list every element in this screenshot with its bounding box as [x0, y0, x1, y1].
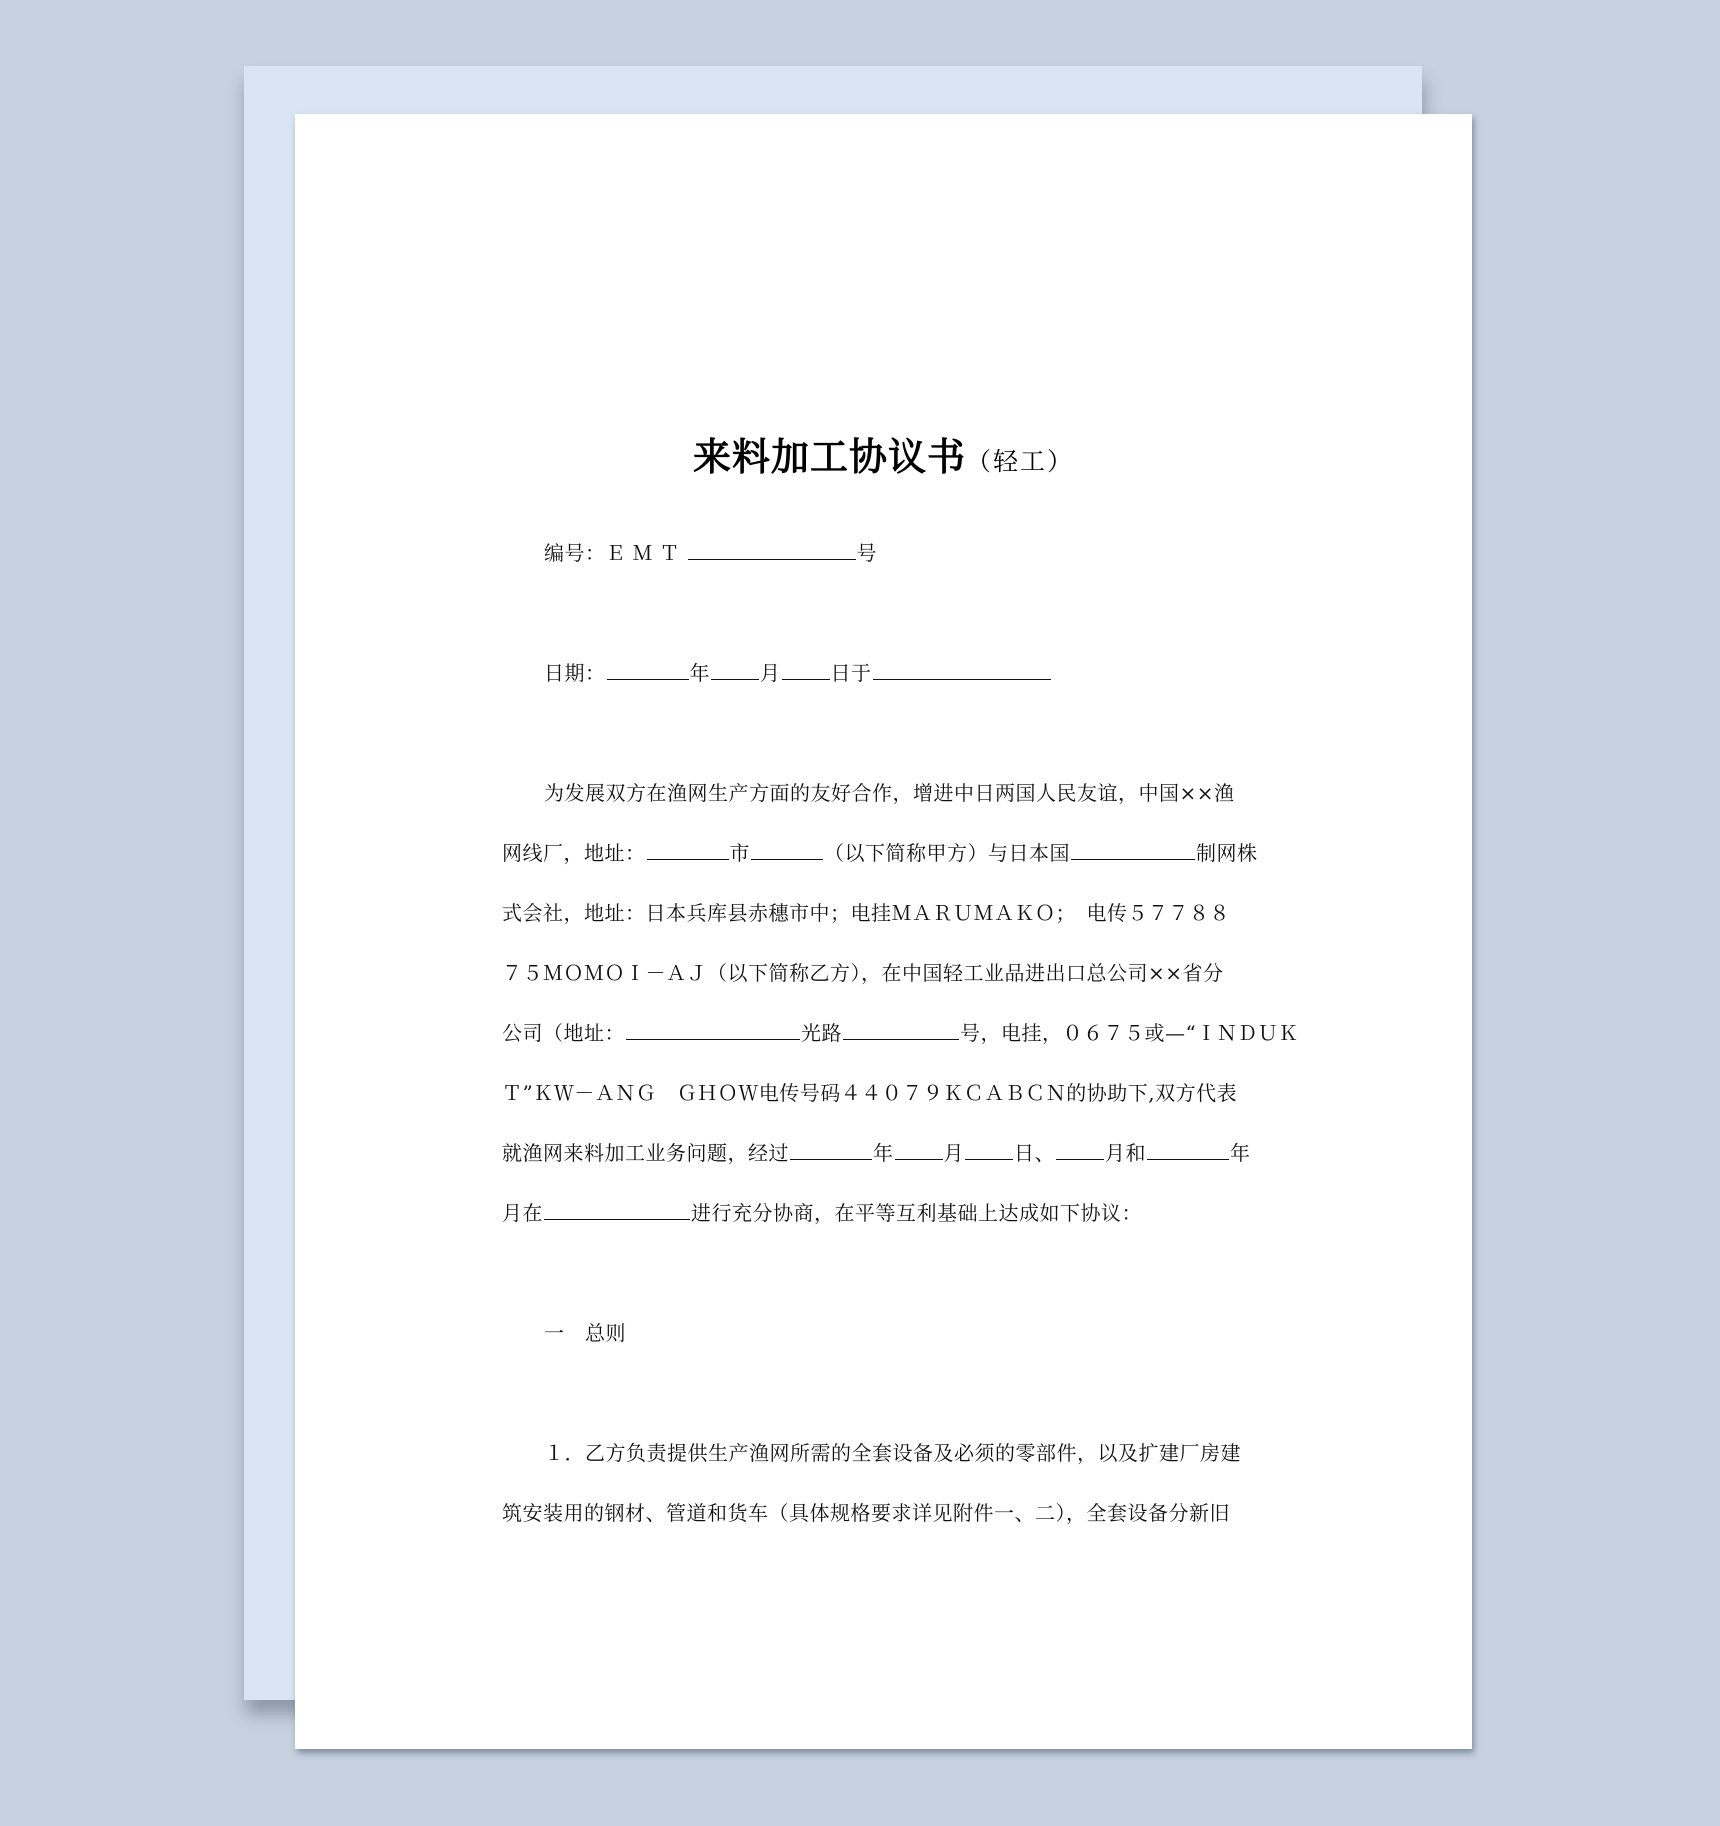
date-line: [544, 658, 1052, 688]
street-number-blank[interactable]: [843, 1019, 959, 1040]
clause-text: １．乙方负责提供生产渔网所需的全套设备及必须的零部件，以及扩建厂房建: [544, 1441, 1241, 1465]
consult-place-blank[interactable]: [544, 1199, 690, 1220]
branch-address-blank[interactable]: [626, 1019, 800, 1040]
preamble-line-6: [502, 1078, 1237, 1108]
preamble-text: ７５ＭＯＭＯＩ－ＡＪ（以下简称乙方），在中国轻工业品进出口总公司××省分: [502, 961, 1224, 985]
preamble-text: 光路: [801, 1021, 842, 1045]
preamble-text: 年: [873, 1141, 894, 1165]
title-suffix: （轻工）: [966, 447, 1075, 476]
consult-year-blank[interactable]: [790, 1139, 872, 1160]
preamble-text: 制网株: [1196, 841, 1258, 865]
preamble-text: 就渔网来料加工业务问题，经过: [502, 1141, 789, 1165]
document-page: [295, 114, 1472, 1749]
preamble-text: 进行充分协商，在平等互利基础上达成如下协议：: [691, 1201, 1142, 1225]
clause-1-line-1: [544, 1438, 1241, 1468]
consult-month2-blank[interactable]: [1056, 1139, 1104, 1160]
document-title: [295, 426, 1472, 481]
preamble-line-8: [502, 1198, 1142, 1228]
date-year-label: 年: [689, 661, 710, 685]
preamble-line-5: [502, 1018, 1299, 1048]
preamble-text: 日、: [1014, 1141, 1055, 1165]
title-main: 来料加工协议书: [692, 435, 966, 479]
preamble-text: 为发展双方在渔网生产方面的友好合作，增进中日两国人民友谊，中国××渔: [544, 781, 1235, 805]
preamble-line-7: [502, 1138, 1251, 1168]
preamble-text: 网线厂，地址：: [502, 841, 646, 865]
date-day-label: 日于: [830, 661, 872, 685]
date-year-blank[interactable]: [607, 659, 689, 680]
preamble-line-2: [502, 838, 1258, 868]
serial-blank[interactable]: [688, 539, 856, 560]
date-day-blank[interactable]: [782, 659, 830, 680]
preamble-text: 式会社，地址：日本兵库县赤穗市中；电挂ＭＡＲＵＭＡＫＯ； 电传５７７８８: [502, 901, 1230, 925]
serial-number-line: [544, 538, 877, 568]
preamble-line-1: [544, 778, 1235, 808]
preamble-text: 年: [1230, 1141, 1251, 1165]
date-month-blank[interactable]: [711, 659, 759, 680]
serial-suffix: 号: [856, 541, 877, 565]
preamble-text: 市: [729, 841, 750, 865]
city-blank[interactable]: [647, 839, 729, 860]
clause-text: 筑安装用的钢材、管道和货车（具体规格要求详见附件一、二），全套设备分新旧: [502, 1501, 1230, 1525]
date-place-blank[interactable]: [873, 659, 1051, 680]
date-month-label: 月: [760, 661, 781, 685]
address-blank[interactable]: [751, 839, 823, 860]
clause-1-line-2: [502, 1498, 1230, 1528]
preamble-line-3: [502, 898, 1230, 928]
preamble-text: Ｔ”ＫＷ－ＡＮＧ ＧＨＯＷ电传号码４４０７９ＫＣＡＢＣＮ的协助下,双方代表: [502, 1081, 1238, 1105]
section-heading-text: 一 总则: [544, 1321, 626, 1345]
consult-day-blank[interactable]: [965, 1139, 1013, 1160]
preamble-text: 月和: [1105, 1141, 1146, 1165]
preamble-line-4: [502, 958, 1224, 988]
consult-month-blank[interactable]: [895, 1139, 943, 1160]
section-heading-general: [544, 1318, 626, 1348]
preamble-text: 公司（地址：: [502, 1021, 625, 1045]
preamble-text: 号，电挂，０６７５或—“ＩＮＤＵＫ: [960, 1021, 1299, 1045]
date-label: 日期：: [544, 661, 606, 685]
serial-label: 编号：: [544, 541, 606, 565]
consult-year2-blank[interactable]: [1147, 1139, 1229, 1160]
preamble-text: 月: [943, 1141, 964, 1165]
japan-company-blank[interactable]: [1071, 839, 1195, 860]
preamble-text: 月在: [502, 1201, 543, 1225]
serial-prefix: ＥＭＴ: [605, 541, 687, 565]
preamble-text: （以下简称甲方）与日本国: [824, 841, 1070, 865]
